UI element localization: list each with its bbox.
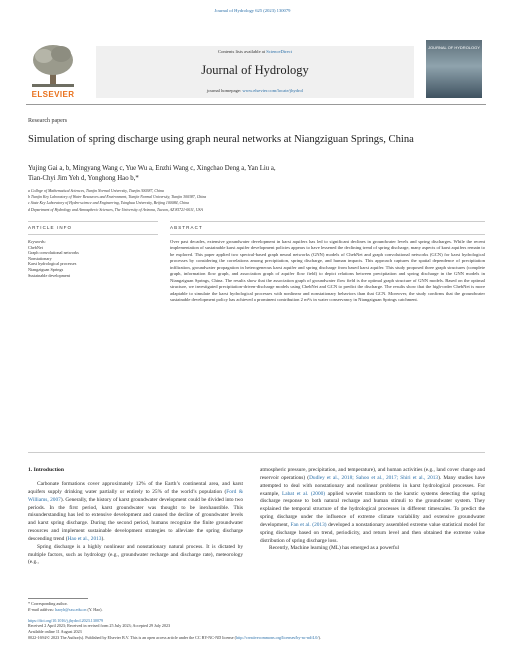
paper-title: Simulation of spring discharge using graph neural networks at Niangziguan Springs, China bbox=[28, 134, 414, 145]
citation-link[interactable]: Hao et al., 2013 bbox=[67, 535, 102, 542]
email-line: E-mail address: haoyh@sxu.edu.cn (Y. Hao). bbox=[28, 606, 103, 612]
footnote-divider bbox=[28, 598, 88, 599]
keywords-block bbox=[28, 239, 158, 278]
authors-line-2: Tian-Chyi Jim Yeh d, Yonghong Hao b,* bbox=[28, 175, 139, 182]
masthead-divider bbox=[26, 104, 486, 105]
doi-link[interactable]: https://doi.org/10.1016/j.jhydrol.2023.130079 bbox=[28, 617, 104, 623]
corresponding-author-note: * Corresponding author. bbox=[28, 601, 68, 606]
contents-line bbox=[96, 49, 414, 54]
article-info-label: ARTICLE INFO bbox=[28, 225, 73, 230]
article-info-rule-bottom bbox=[28, 234, 158, 235]
keyword-item: ChebNet bbox=[28, 244, 43, 250]
available-online: Available online 11 August 2023 bbox=[28, 629, 82, 635]
cover-title: JOURNAL OF HYDROLOGY bbox=[428, 45, 480, 50]
footnotes bbox=[28, 601, 488, 641]
citation-link[interactable]: Labat et al. (2000) bbox=[281, 490, 326, 497]
email-link[interactable]: haoyh@sxu.edu.cn bbox=[55, 606, 87, 612]
affiliation-d: d Department of Hydrology and Atmospheric Sciences, The University of Arizona, Tucson, AZ 85721-0011, USA bbox=[28, 207, 203, 212]
journal-title: Journal of Hydrology bbox=[201, 63, 309, 77]
keyword-item: Sustainable development bbox=[28, 272, 70, 278]
citation-link[interactable]: Ford & Williams, 2007 bbox=[28, 488, 243, 503]
citation-link[interactable]: Fan et al. (2013) bbox=[290, 521, 327, 528]
section-type: Research papers bbox=[28, 118, 68, 124]
masthead bbox=[26, 40, 486, 100]
abstract-text: Over past decades, extensive groundwater development in karst aquifers has led to significant declines in groundwater levels and spring discharges. While the recent implementation of sustainable karst aquifer development policies appears to have lessened the declining trend of spring discharge, many aspects of karst aquifers remain to be explored. This paper applied two spectral-based graph neural networks (GNN) models of ChebNet and graph convolutional networks (GCN) for karst hydrological processes by considering the correlations among precipitation, spring discharge, and human impacts. This approach captures the spatial dependence of precipitation infiltration, groundwater propagation in heterogeneous karst aquifer and spring discharge from based karst aquifer. This study proposed three graph structures (complete graph, information flow graph, and association graph of aquifer flow field) to depict relations between precipitation and spring discharge in the GNN models in Niangziguan Springs, China. The results show that the association graph of groundwater flow field is the optimal graph structure of GNN models. Based on the optimal structure, we investigated precipitation-driven-discharge models using ChebNet and GCN to predict the discharge. The results show that the high-order ChebNet is more adaptable to simulate the karst hydrological processes with nonlinear and nonstationary behaviors than that GCN. Moreover, the study confirms that the groundwater sustainable development policy has achieved a prominent contribution 2 m³/s in water conservancy in Niangziguan Springs catchment. bbox=[170, 239, 485, 303]
abstract-rule-top bbox=[170, 221, 485, 222]
paragraph: atmospheric pressure, precipitation, and temperature), and human activities (e.g., land cover change and reservoir operations) (Dudley et al., 2018; Sahoo et al., 2017; Shiri et al., 2013). Many studies have attempted to deal with nonstationary and nonlinear problems in karst hydrological processes. For example, Labat et al. (2000) applied wavelet transform to the karstic systems detecting the spring discharge response to both natural recharge and human stimuli to the groundwater system. They explained the temporal structure of the hydrological processes in different timescales. To predict the spring discharge under the influence of extreme climate variability and extensive groundwater development, Fan et al. (2013) developed a nonstationary assembled extreme value statistical model for spring discharge based on trend, periodicity, and return level and then obtained the extreme value distribution of spring discharge loss. bbox=[260, 467, 485, 544]
affiliations bbox=[28, 188, 468, 213]
affiliation-b: b Tianjin Key Laboratory of Water Resources and Environment, Tianjin Normal University, Tianjin 300387, China bbox=[28, 195, 207, 200]
paragraph: Carbonate formations cover approximately 12% of the Earth’s continental area, and karst aquifers supply drinking water partially or entirely to 25% of the world’s population (Ford & Williams, 2007). Generally, the history of karst groundwater development could be divided into two periods. In the first period, karst groundwater was thought to be inexhaustible. This misunderstanding has led to extensive development and caused the decline of groundwater levels and karst spring discharge. During the second period, humans recognize the finite groundwater resources and implement sustainable development strategies to alleviate the spring discharge descending trend (Hao et al., 2013). bbox=[28, 481, 243, 542]
contents-prefix: Contents lists available at bbox=[218, 49, 267, 54]
elsevier-logo bbox=[26, 40, 80, 102]
homepage-line bbox=[96, 88, 414, 93]
section-heading-introduction: 1. Introduction bbox=[28, 467, 64, 473]
homepage-link[interactable]: www.elsevier.com/locate/jhydrol bbox=[242, 88, 304, 93]
body-column-right bbox=[260, 467, 485, 553]
article-info-rule-top bbox=[28, 221, 158, 222]
keyword-item: Graph convolutional networks bbox=[28, 250, 79, 256]
license-line: 0022-1694/© 2023 The Author(s). Published by Elsevier B.V. This is an open access article under the CC BY-NC-ND license (http://creativecommons.org/licenses/by-nc-nd/4.0/). bbox=[28, 634, 321, 640]
abstract-rule-bottom bbox=[170, 234, 485, 235]
publisher-name: ELSEVIER bbox=[31, 90, 75, 99]
affiliation-c: c State Key Laboratory of Hydro-science and Engineering, Tsinghua University, Beijing 100084, China bbox=[28, 201, 190, 206]
keywords-label: Keywords: bbox=[28, 239, 46, 244]
author-list bbox=[28, 164, 468, 184]
keyword-item: Karst hydrological processes bbox=[28, 261, 77, 267]
body-column-left bbox=[28, 481, 243, 567]
masthead-banner bbox=[96, 46, 414, 98]
keyword-item: Nonstationary bbox=[28, 255, 52, 261]
journal-reference: Journal of Hydrology 625 (2023) 130079 bbox=[214, 8, 291, 13]
received-dates: Received 2 April 2023; Received in revised form 25 July 2023; Accepted 29 July 2023 bbox=[28, 623, 171, 629]
abstract-end-rule bbox=[28, 452, 485, 453]
citation-link[interactable]: Dudley et al., 2018; Sahoo et al., 2017; Shiri et al., 2013 bbox=[309, 474, 439, 481]
journal-cover-image bbox=[426, 40, 482, 98]
sciencedirect-link[interactable]: ScienceDirect bbox=[266, 49, 292, 54]
affiliation-a: a College of Mathematical Sciences, Tianjin Normal University, Tianjin 300387, China bbox=[28, 189, 164, 193]
paragraph: Spring discharge is a highly nonlinear and nonstationary natural process. It is dictated by multiple factors, such as hydrology (e.g., groundwater recharge and discharge rate), meteorology (e.g., bbox=[28, 543, 243, 566]
keyword-item: Niangziguan Springs bbox=[28, 266, 64, 272]
abstract-label: ABSTRACT bbox=[170, 225, 203, 230]
license-link[interactable]: http://creativecommons.org/licenses/by-nc-nd/4.0/ bbox=[236, 634, 319, 640]
paragraph: Recently, Machine learning (ML) has emerged as a powerful bbox=[269, 545, 399, 552]
authors-line-1: Yujing Gai a, b, Mingyang Wang c, Yue Wu a, Enzhi Wang c, Xingchao Deng a, Yan Liu a, bbox=[28, 165, 276, 172]
homepage-prefix: journal homepage: bbox=[206, 88, 243, 93]
elsevier-tree-icon bbox=[26, 40, 80, 90]
